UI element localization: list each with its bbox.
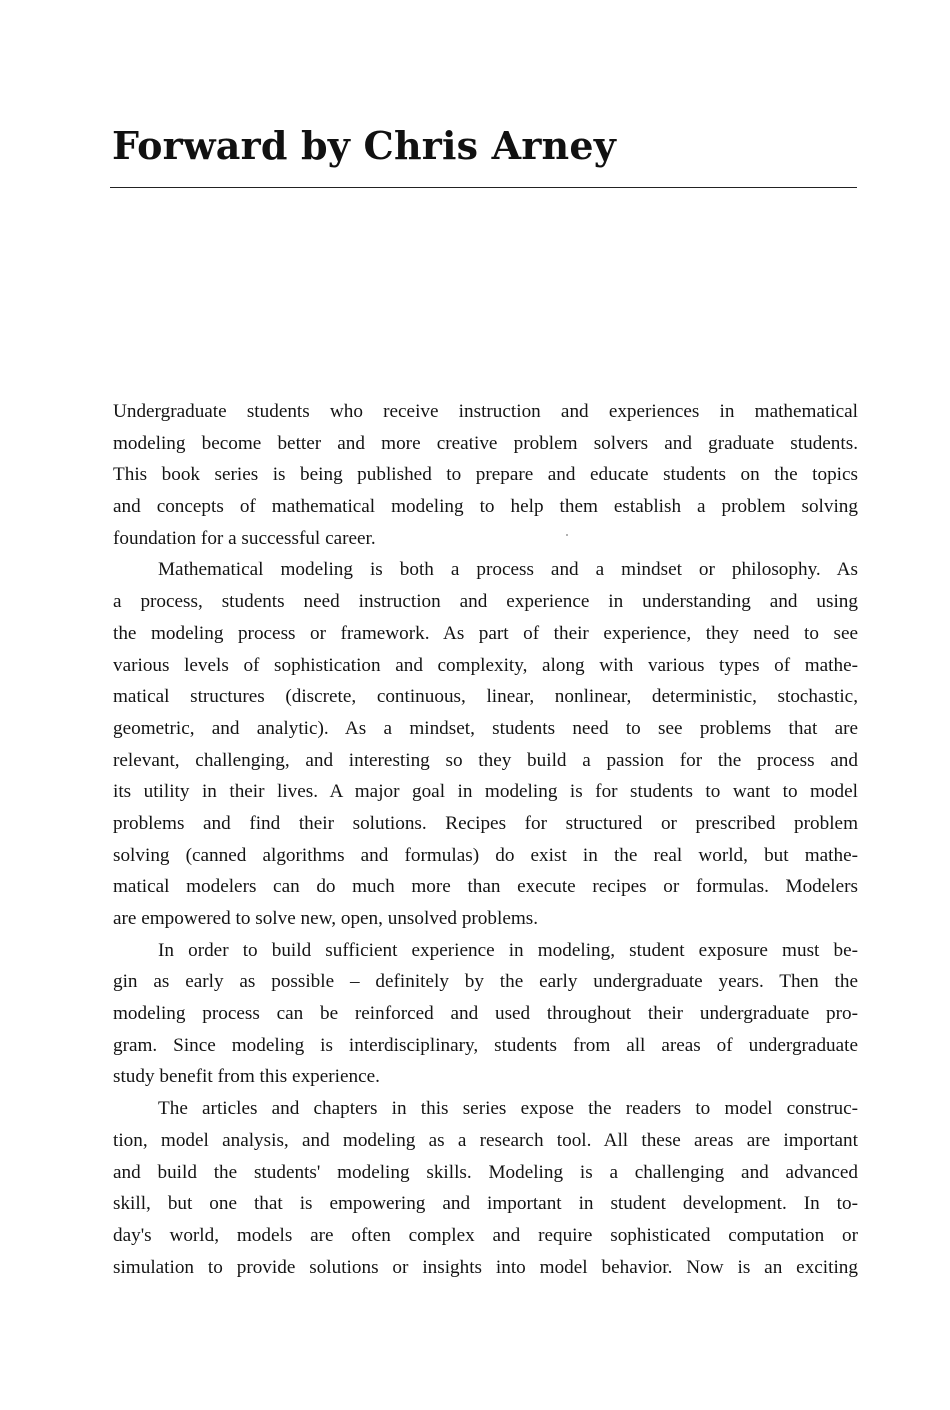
paragraph — [113, 935, 858, 1093]
text-line: solving (canned algorithms and formulas) do exist in the real world, but mathe- — [113, 844, 858, 866]
text-line: In order to build sufficient experience in modeling, student exposure must be- — [158, 939, 858, 961]
text-line: tion, model analysis, and modeling as a research tool. All these areas are important — [113, 1129, 858, 1151]
text-line: various levels of sophistication and complexity, along with various types of mathe- — [113, 654, 858, 676]
text-line: Undergraduate students who receive instruction and experiences in mathematical — [113, 401, 858, 422]
text-line: are empowered to solve new, open, unsolved problems. — [113, 908, 539, 929]
text-line: This book series is being published to prepare and educate students on the topics — [113, 464, 858, 486]
scan-speck — [566, 534, 568, 536]
title-rule-divider — [110, 187, 857, 188]
text-line: gin as early as possible – definitely by the early undergraduate years. Then the — [113, 971, 858, 993]
text-line: and build the students' modeling skills. Modeling is a challenging and advanced — [113, 1161, 858, 1183]
text-line: modeling process can be reinforced and used throughout their undergraduate pro- — [113, 1003, 858, 1025]
text-line: problems and find their solutions. Recipes for structured or prescribed problem — [113, 812, 858, 834]
text-line: and concepts of mathematical modeling to help them establish a problem solving — [113, 496, 858, 518]
text-line: The articles and chapters in this series expose the readers to model construc- — [158, 1098, 858, 1120]
text-line: modeling become better and more creative problem solvers and graduate students. — [113, 432, 858, 454]
text-line: a process, students need instruction and experience in understanding and using — [113, 591, 858, 613]
text-line: Mathematical modeling is both a process and a mindset or philosophy. As — [158, 559, 858, 581]
text-line: foundation for a successful career. — [113, 527, 376, 549]
text-line: simulation to provide solutions or insights into model behavior. Now is an exciting — [113, 1256, 858, 1278]
text-line: its utility in their lives. A major goal in modeling is for students to want to model — [113, 781, 858, 803]
paragraph — [113, 554, 858, 934]
text-line: geometric, and analytic). As a mindset, students need to see problems that are — [113, 717, 858, 739]
text-line: skill, but one that is empowering and important in student development. In to- — [113, 1193, 858, 1215]
text-line: study benefit from this experience. — [113, 1066, 380, 1088]
paragraph — [113, 396, 858, 554]
text-line: day's world, models are often complex and require sophisticated computation or — [113, 1224, 858, 1246]
text-line: relevant, challenging, and interesting so they build a passion for the process and — [113, 749, 858, 771]
text-line: the modeling process or framework. As part of their experience, they need to see — [113, 622, 858, 644]
text-line: matical structures (discrete, continuous, linear, nonlinear, deterministic, stochastic, — [113, 686, 858, 708]
paragraph — [113, 1093, 858, 1283]
body-text — [113, 396, 858, 1283]
text-line: gram. Since modeling is interdisciplinary, students from all areas of undergraduate — [113, 1034, 858, 1056]
chapter-title: Forward by Chris Arney — [112, 123, 617, 168]
text-line: matical modelers can do much more than execute recipes or formulas. Modelers — [113, 876, 858, 898]
